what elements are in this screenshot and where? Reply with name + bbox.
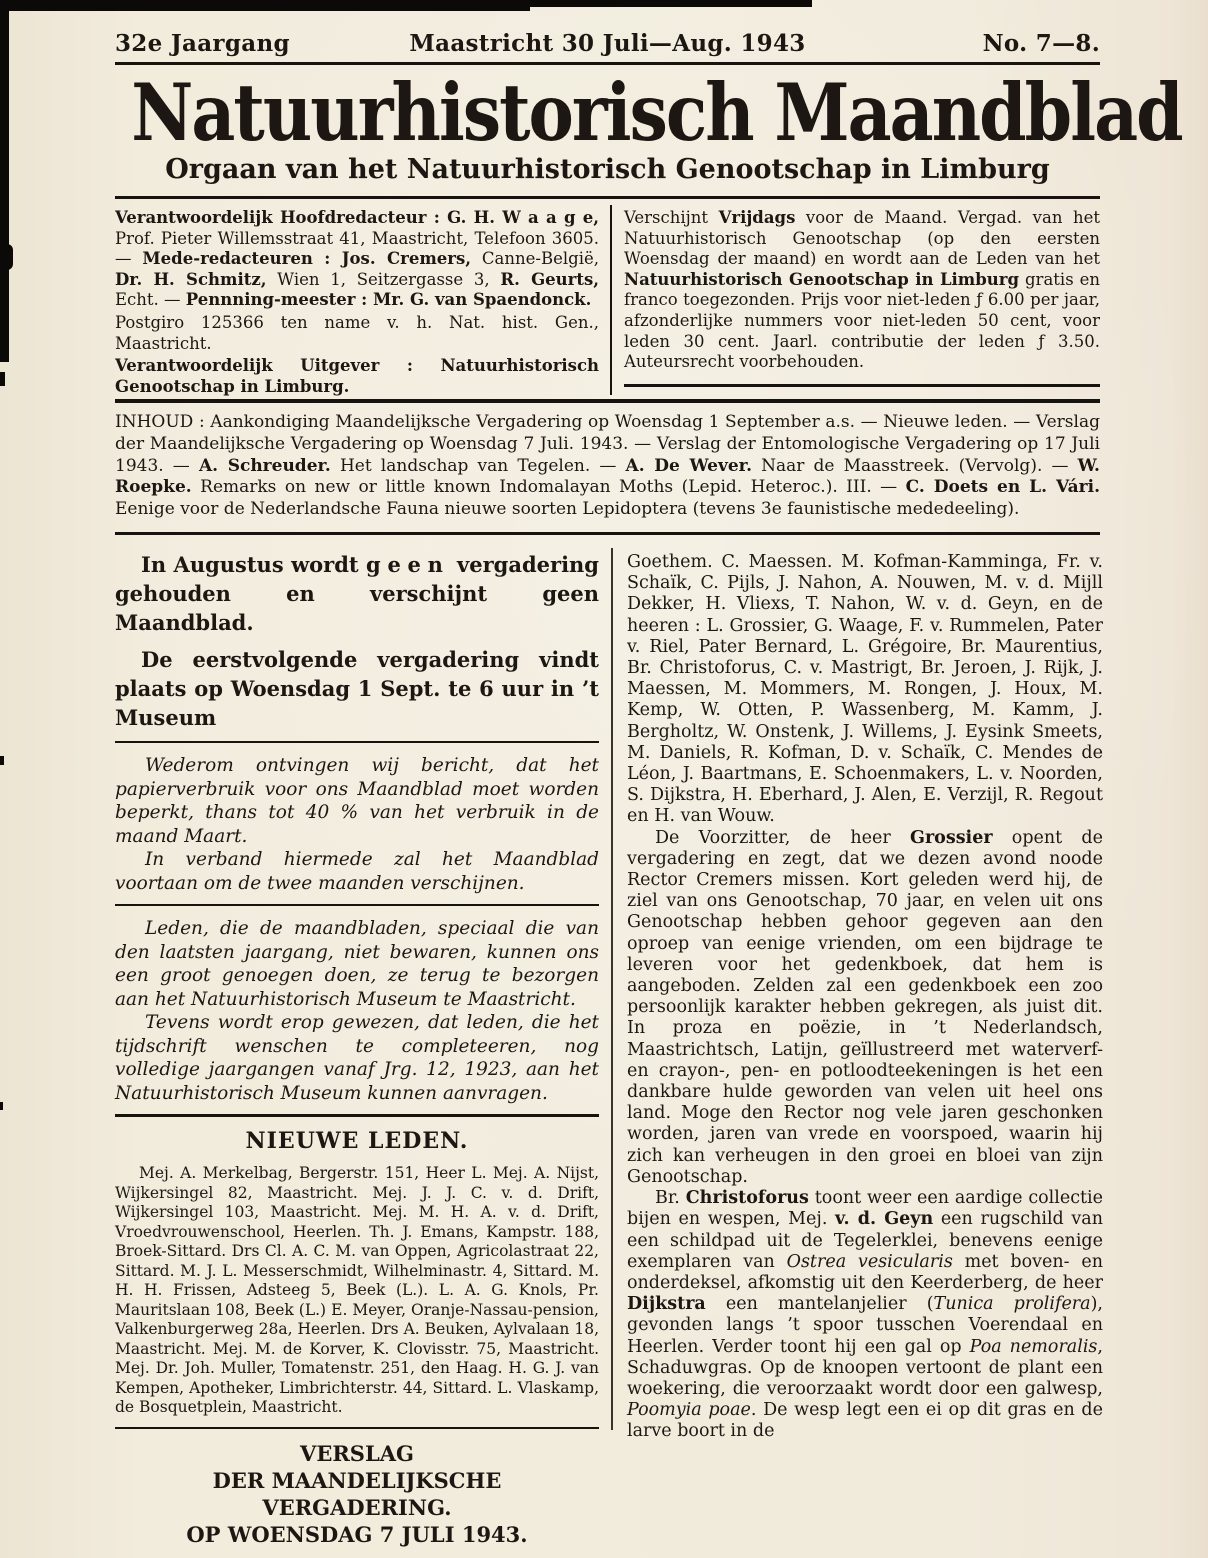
body-paragraph: [627, 828, 1103, 1188]
colophon-paragraph: [115, 208, 599, 311]
text-run: W. Roepke.: [115, 455, 1100, 498]
subscription-info: [624, 208, 1100, 373]
text-run: v. d. Geyn: [835, 1209, 934, 1230]
text-run: ), gevonden langs ’t spoor tusschen Voerendaal en Heerlen. Verder toont hij een gal op: [627, 1294, 1103, 1357]
scan-artifact-top-bar: [0, 0, 812, 7]
horizontal-rule: [624, 384, 1100, 387]
text-run: Postgiro 125366 ten name v. h. Nat. hist. Gen., Maastricht.: [115, 312, 599, 353]
text-run: toont weer een aardige collectie bijen en wespen, Mej.: [627, 1188, 1103, 1230]
text-run: Vrijdags: [718, 208, 796, 227]
right-column: [627, 552, 1103, 1443]
left-column: [115, 550, 599, 1558]
table-of-contents: [115, 412, 1100, 521]
announcement-paragraph: [115, 645, 599, 732]
colophon-editors: [115, 208, 599, 396]
text-run: opent de vergadering en zegt, dat we dezen avond noode Rector Cremers missen. Kort geleden werd hij, de ziel van ons Genootschap, 70 jaar, en velen uit ons Genootschap hebben gehoor gegeven aan den oproep van eenige vrienden, om een bijdrage te leveren voor het gedenkboek, dat hem is aangeboden. Zelden zal een gedenkboek een zoo persoonlijk karakter hebben gekregen, als juist dit. In proza en poëzie, in ’t Nederlandsch, Maastrichtsch, Latijn, geïllustreerd met waterverf- en crayon-, pen- en potloodteekeningen is het een dankbare hulde geworden van velen uit heel ons land. Moge den Rector nog vele jaren geschonken worden, jaren van vrede en voorspoed, waarin hij zich kan verheugen in den groei en bloei van zijn Genootschap.: [627, 827, 1103, 1187]
text-run: Wederom ontvingen wij bericht, dat het papierverbruik voor ons Maandblad moet worden beperkt, thans tot 40 % van het verbruik in de maand Maart.: [115, 755, 599, 847]
colophon-subscription: [624, 208, 1100, 396]
horizontal-rule: [115, 62, 1100, 65]
verslag-heading-line: OP WOENSDAG 7 JULI 1943.: [186, 1521, 528, 1547]
publication-title-text: Natuurhistorisch Maandblad: [131, 66, 1182, 159]
horizontal-rule: [115, 904, 599, 906]
text-run: Natuurhistorisch Genootschap in Limburg: [624, 269, 1020, 289]
horizontal-rule: [115, 741, 599, 743]
text-run: Tevens wordt erop gewezen, dat leden, die het tijdschrift wenschen te completeeren, nog volledige jaargangen vanaf Jrg. 12, 1923, aan het Natuurhistorisch Museum kunnen aanvragen.: [115, 1012, 599, 1104]
text-run: Verschijnt: [624, 208, 719, 227]
text-run: Br.: [655, 1188, 686, 1209]
text-run: Poa nemoralis: [969, 1336, 1098, 1357]
text-run: Goethem. C. Maessen. M. Kofman-Kamminga, Fr. v. Schaïk, C. Pijls, J. Nahon, A. Nouwen, M. v. d. Mijll Dekker, H. Vliexs, T. Nahon, W. v. d. Geyn, en de heeren : L. Grossier, G. Waage, F. v. Rummelen, Pater v. Riel, Pater Bernard, L. Grégoire, Br. Maurentius, Br. Christoforus, C. v. Mastrigt, Br. Jeroen, J. Rijk, J. Maessen, M. Mommers, M. Rongen, J. Houx, M. Kemp, W. Otten, P. Wassenberg, M. Kamm, J. Bergholtz, W. Onstenk, J. Willems, J. Eysink Smeets, M. Daniels, R. Kofman, D. v. Schaïk, C. Mendes de Léon, J. Baartmans, E. Schoenmakers, L. v. Noorden, S. Dijkstra, H. Eberhard, J. Alen, E. Verzijl, R. Regout en H. van Wouw.: [627, 552, 1103, 827]
colophon-paragraph: [115, 356, 599, 396]
text-run: Wien 1, Seitzergasse 3,: [266, 269, 501, 289]
text-run: INHOUD : Aankondiging Maandelijksche Vergadering op Woensdag 1 September a.s. — Nieuwe leden. — Verslag der Maandelijksche Vergadering op Woensdag 7 Juli. 1943. — Verslag der Entomologische Vergadering op 17 Juli 1943. —: [115, 412, 1100, 476]
announcement-block: [115, 550, 599, 732]
text-run: Prof. Pieter Willemsstraat 41, Maastricht, Telefoon 3605. —: [115, 228, 599, 269]
horizontal-rule: [115, 196, 1100, 199]
text-run: G. H. W a a g e,: [447, 208, 599, 227]
text-run: Tunica prolifera: [933, 1294, 1091, 1315]
text-run: Pennning-meester : Mr. G. van Spaendonck.: [185, 290, 592, 310]
scan-artifact-speck: [0, 756, 4, 765]
text-run: Dr. H. Schmitz,: [115, 269, 267, 289]
horizontal-rule: [115, 532, 1100, 535]
text-run: Het landschap van Tegelen. —: [330, 455, 626, 476]
scan-artifact-left-strip: [0, 244, 13, 270]
text-run: Leden, die de maandbladen, speciaal die van den laatsten jaargang, niet bewaren, kunnen ons een groot genoegen doen, ze terug te bezorgen aan het Natuurhistorisch Museum te Maastricht.: [115, 918, 599, 1010]
scan-artifact-speck: [0, 372, 5, 386]
text-run: Canne-België,: [471, 249, 599, 269]
text-run: een rugschild van een schildpad uit de Tegelerklei, benevens eenige exemplaren van: [627, 1209, 1103, 1272]
text-run: gratis en franco toegezonden. Prijs voor niet-leden ƒ 6.00 per jaar, afzonderlijke nummers voor niet-leden 50 cent, voor leden 30 cent. Jaarl. contributie der leden ƒ 3.50. Auteursrecht voorbehouden.: [624, 269, 1100, 372]
text-run: Jos. Cremers,: [341, 249, 472, 269]
vertical-divider: [610, 205, 612, 395]
text-run: met boven- en onderdeksel, afkomstig uit den Keerderberg, de heer: [627, 1251, 1103, 1293]
colophon: [115, 208, 1100, 396]
scan-artifact-left-strip: [0, 0, 9, 362]
horizontal-rule: [115, 399, 1100, 403]
text-run: . De wesp legt een ei op dit gras en de larve boort in de: [627, 1400, 1103, 1442]
text-run: A. De Wever.: [625, 455, 752, 476]
text-run: Mede-redacteuren :: [142, 249, 342, 269]
verslag-heading-line: VERSLAG: [300, 1440, 414, 1466]
text-run: vergadering gehouden en verschijnt geen Maandblad.: [115, 552, 599, 635]
paper-notice: [115, 754, 599, 895]
text-run: Echt. —: [115, 290, 186, 310]
text-run: , Schaduwgras. Op de knoopen vertoont de plant een woekering, die veroorzaakt wordt door een galwesp,: [627, 1336, 1103, 1399]
text-run: De eerstvolgende vergadering vindt plaats op Woensdag 1 Sept. te 6 uur in ’t Museum: [115, 647, 599, 730]
text-run: Poomyia poae: [627, 1400, 751, 1421]
body-paragraph: [627, 552, 1103, 828]
publication-subtitle: Orgaan van het Natuurhistorisch Genootschap in Limburg: [165, 154, 1050, 185]
section-heading-verslag: [115, 1440, 599, 1548]
text-run: In Augustus wordt: [141, 552, 367, 577]
scan-artifact-speck: [0, 1102, 3, 1110]
colophon-paragraph: [115, 313, 599, 354]
text-run: R. Geurts,: [500, 269, 599, 289]
text-run: In verband hiermede zal het Maandblad voortaan om de twee maanden verschijnen.: [115, 849, 599, 894]
section-heading-nieuwe-leden: NIEUWE LEDEN.: [245, 1128, 469, 1154]
notice-paragraph: [115, 1011, 599, 1105]
publication-title: [115, 66, 1182, 159]
text-run: C. Doets en L. Vári.: [905, 477, 1101, 498]
text-run: Naar de Maasstreek. (Vervolg). —: [751, 455, 1078, 476]
verslag-heading-line: DER MAANDELIJKSCHE VERGADERING.: [212, 1467, 502, 1520]
text-run: een mantelanjelier (: [705, 1294, 934, 1315]
notice-paragraph: [115, 917, 599, 1011]
text-run: voor de Maand. Vergad. van het Natuurhistorisch Genootschap (op den eersten Woensdag der maand) en wordt aan de Leden van het: [624, 208, 1100, 269]
text-run: Remarks on new or little known Indomalayan Moths (Lepid. Heteroc.). III. —: [191, 477, 906, 498]
text-run: Grossier: [910, 827, 993, 848]
text-run: Dijkstra: [627, 1294, 706, 1315]
text-run: De Voorzitter, de heer: [655, 827, 910, 848]
text-run: Eenige voor de Nederlandsche Fauna nieuwe soorten Lepidoptera (tevens 3e faunistische mededeeling).: [115, 499, 1020, 520]
issue-number: No. 7—8.: [982, 30, 1100, 57]
text-run: A. Schreuder.: [198, 455, 331, 476]
column-divider: [611, 548, 613, 1430]
text-run: Ostrea vesicularis: [786, 1251, 953, 1272]
notice-paragraph: [115, 848, 599, 895]
horizontal-rule: [115, 1427, 599, 1429]
notice-paragraph: [115, 754, 599, 848]
issue-header: [115, 30, 1100, 57]
body-paragraph: [627, 1188, 1103, 1442]
horizontal-rule: [115, 1114, 599, 1117]
text-run: Verantwoordelijk Uitgever : Natuurhistorisch Genootschap in Limburg.: [115, 356, 599, 396]
volume-label: 32e Jaargang: [115, 30, 290, 57]
issue-date: Maastricht 30 Juli—Aug. 1943: [409, 30, 806, 57]
announcement-paragraph: [115, 550, 599, 637]
scan-artifact-top-bar: [0, 7, 530, 11]
new-members-list: Mej. A. Merkelbag, Bergerstr. 151, Heer L. Mej. A. Nijst, Wijkersingel 82, Maastricht. Mej. J. J. C. v. d. Drift, Wijkersingel 103, Maastricht. Mej. M. H. A. v. d. Drift, Vroedvrouwenschool, Heerlen. Th. J. Emans, Kampstr. 188, Broek-Sittard. Drs Cl. A. C. M. van Oppen, Agricolastraat 22, Sittard. M. J. L. Messerschmidt, Wilhelminastr. 4, Sittard. M. H. H. Frissen, Adsteeg 5, Beek (L.). L. A. G. Knols, Pr. Mauritslaan 108, Beek (L.) E. Meyer, Oranje-Nassau-pension, Valkenburgerweg 28a, Heerlen. Drs A. Beuken, Aylvalaan 18, Maastricht. Mej. M. de Korver, K. Clovisstr. 75, Maastricht. Mej. Dr. Joh. Muller, Tomatenstr. 251, den Haag. H. G. J. van Kempen, Apotheker, Limbrichterstr. 44, Sittard. L. Vlaskamp, de Bosquetplein, Maastricht.: [115, 1164, 599, 1416]
text-run: Christoforus: [685, 1188, 809, 1209]
members-notice: [115, 917, 599, 1105]
text-run: Verantwoordelijk Hoofdredacteur :: [115, 208, 448, 227]
text-run: geen: [366, 552, 450, 577]
